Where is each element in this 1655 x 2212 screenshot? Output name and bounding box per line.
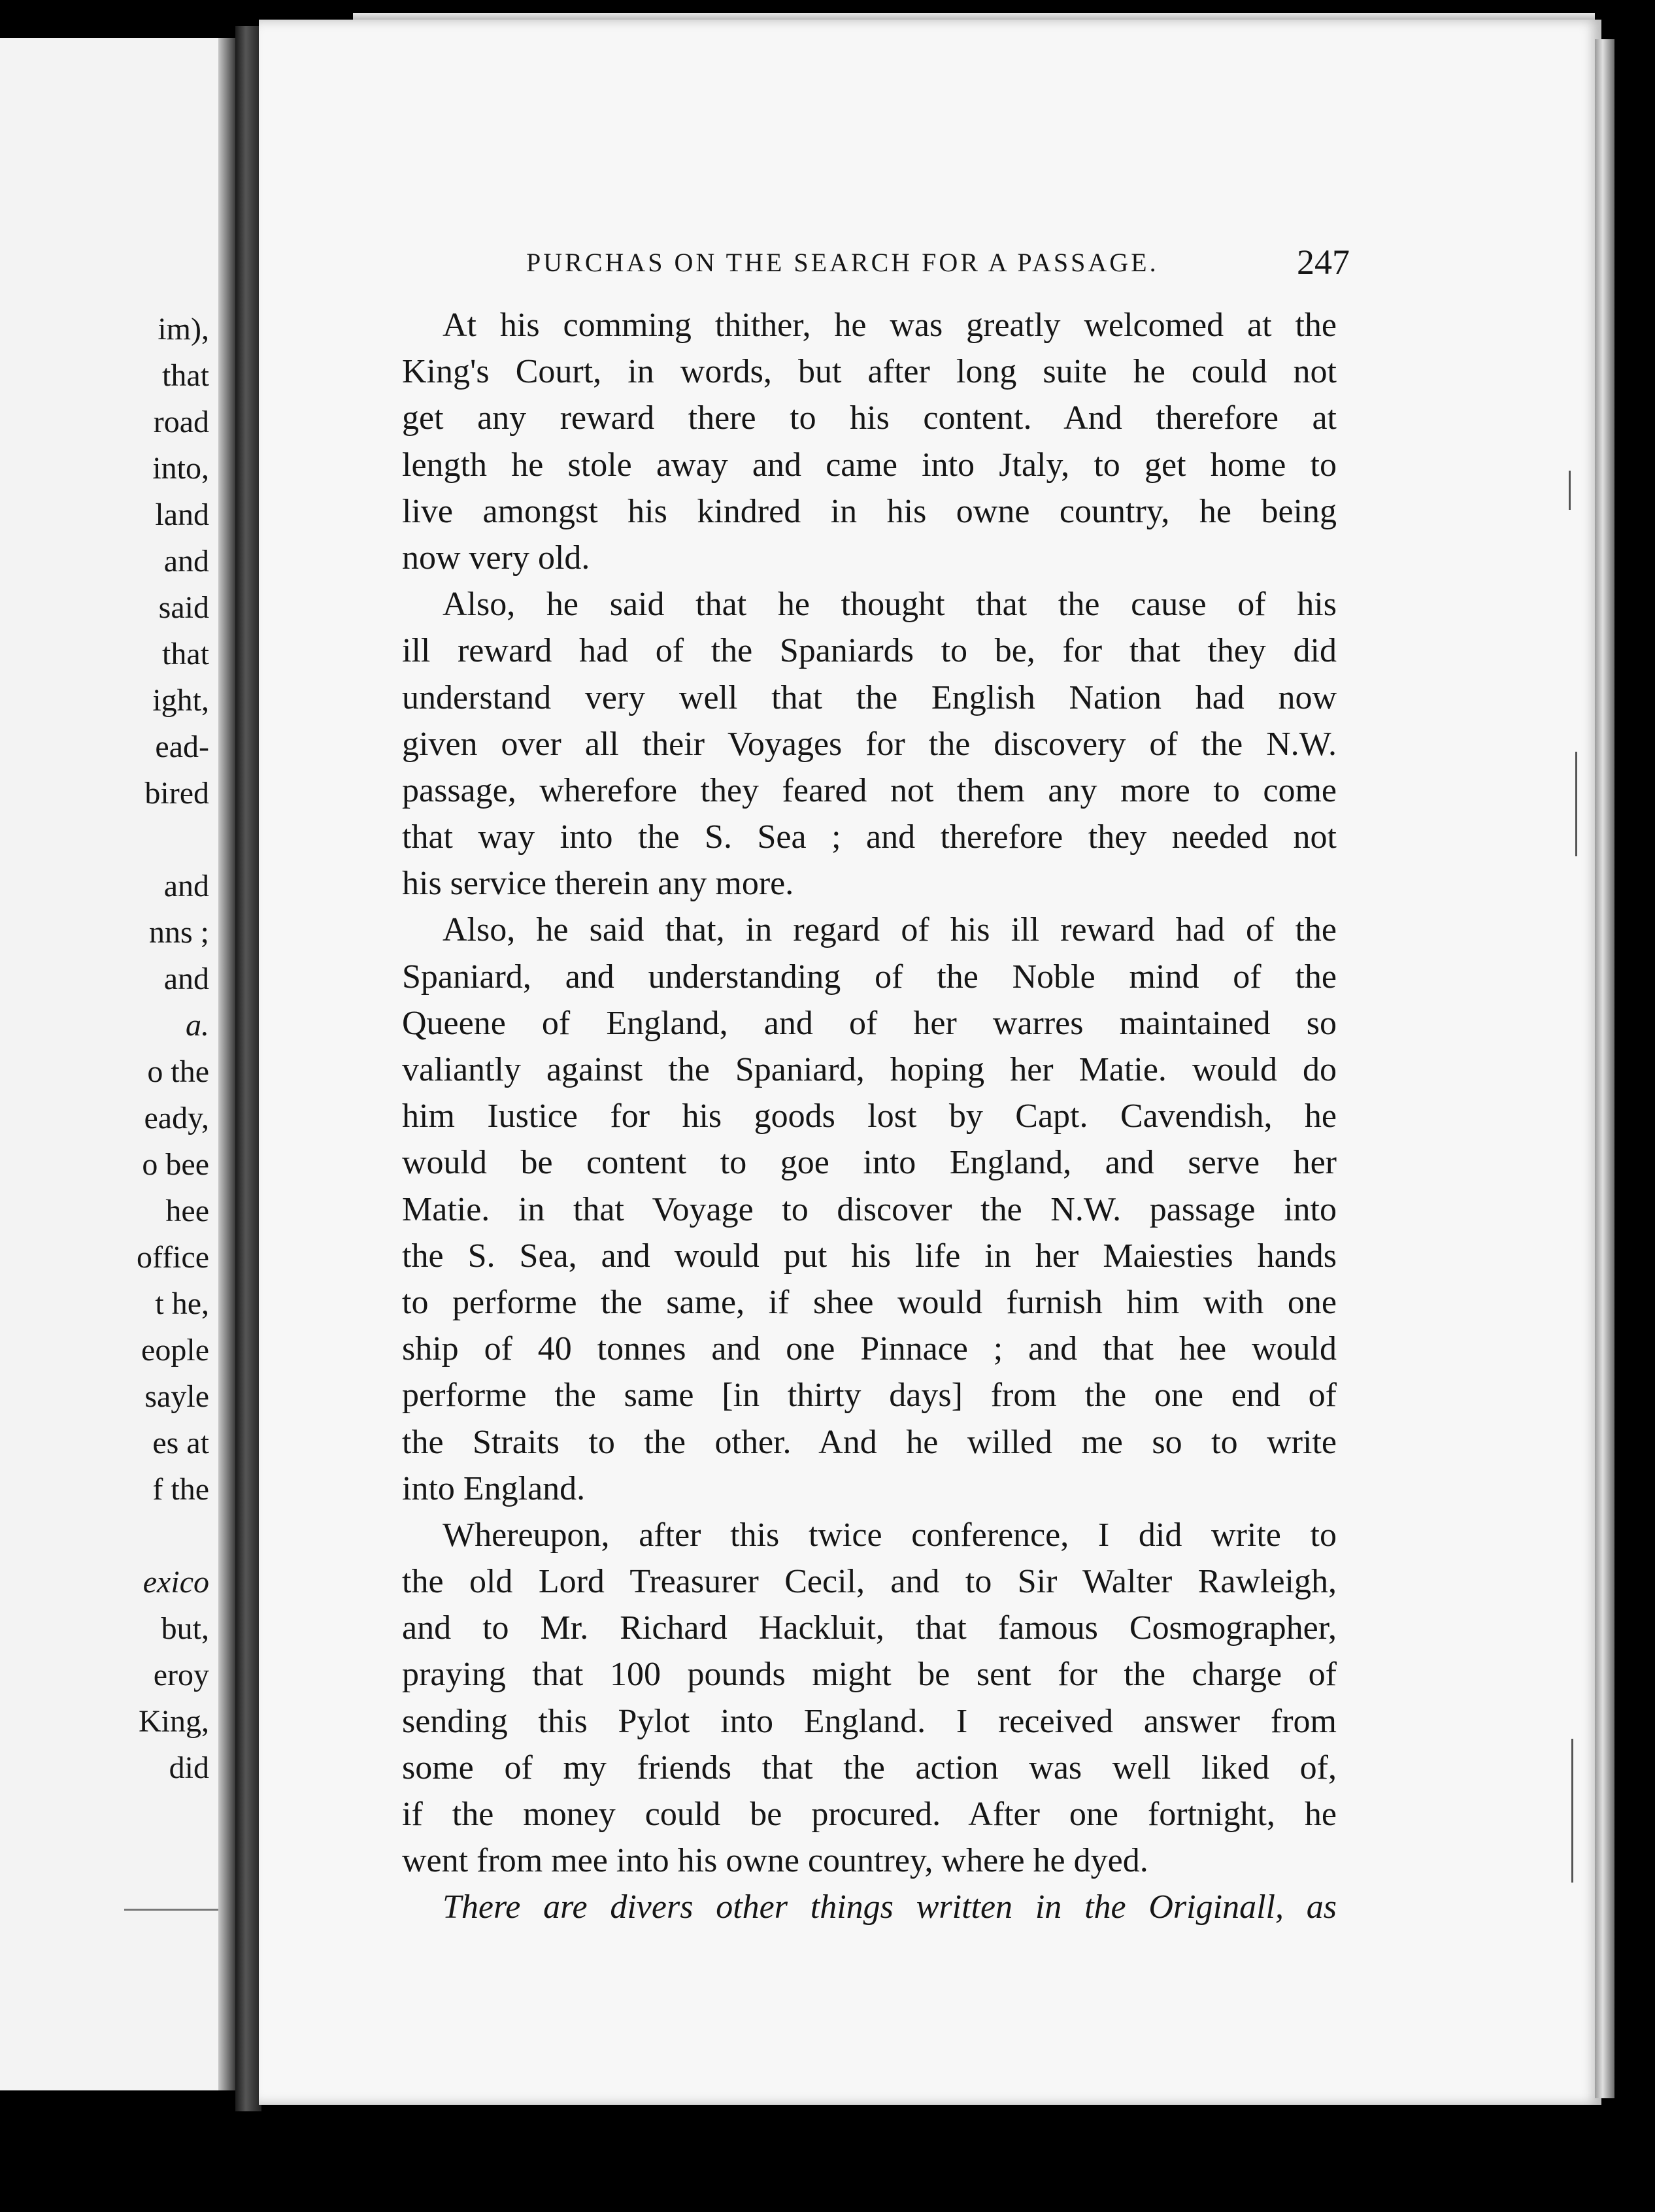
text-line: now very old. xyxy=(402,539,590,577)
left-line: eady, xyxy=(144,1101,209,1135)
margin-mark xyxy=(1569,471,1571,510)
left-line: ight, xyxy=(152,683,209,718)
text-line: Queene of England, and of her warres maintained so xyxy=(402,1004,1337,1042)
text-line: the S. Sea, and would put his life in her Maiesties hands xyxy=(402,1237,1337,1275)
text-line: the Straits to the other. And he willed me so to write xyxy=(402,1423,1337,1461)
text-line: Spaniard, and understanding of the Noble mind of the xyxy=(402,958,1337,996)
text-line: if the money could be procured. After one fortnight, he xyxy=(402,1796,1337,1833)
text-line: and to Mr. Richard Hackluit, that famous Cosmographer, xyxy=(402,1609,1337,1647)
footnote-rule xyxy=(124,1909,222,1911)
text-line: sending this Pylot into England. I received answer from xyxy=(402,1702,1337,1740)
left-line: King, xyxy=(139,1704,209,1739)
text-line: into England. xyxy=(402,1469,586,1507)
left-line: did xyxy=(169,1751,209,1785)
gutter-shadow xyxy=(218,38,235,2090)
text-line: given over all their Voyages for the discovery of the N.W. xyxy=(402,725,1337,763)
text-line: length he stole away and came into Jtaly, to get home to xyxy=(402,446,1337,484)
left-line: exico xyxy=(142,1565,209,1600)
text-line: would be content to goe into England, and serve her xyxy=(402,1144,1337,1182)
text-line: the old Lord Treasurer Cecil, and to Sir Walter Rawleigh, xyxy=(402,1563,1337,1601)
left-line: eople xyxy=(141,1333,209,1367)
left-line: im), xyxy=(158,312,209,346)
left-line: and xyxy=(163,962,209,996)
text-line: Whereupon, after this twice conference, I did write to xyxy=(443,1516,1337,1554)
text-line: live amongst his kindred in his owne country, he being xyxy=(402,492,1337,530)
text-line: some of my friends that the action was well liked of, xyxy=(402,1749,1337,1786)
left-line: that xyxy=(162,637,209,671)
left-line: said xyxy=(158,590,209,625)
running-head: PURCHAS ON THE SEARCH FOR A PASSAGE. xyxy=(526,248,1159,277)
left-line: and xyxy=(163,544,209,578)
text-line: understand very well that the English Nation had now xyxy=(402,679,1337,716)
left-line xyxy=(0,816,209,863)
page-number: 247 xyxy=(1297,243,1350,282)
left-line: ead- xyxy=(155,729,209,764)
text-line: valiantly against the Spaniard, hoping her Matie. would do xyxy=(402,1051,1337,1088)
left-line: into, xyxy=(152,451,209,486)
text-line: Also, he said that he thought that the cause of his xyxy=(443,586,1337,624)
left-line: office xyxy=(136,1240,209,1275)
left-line: and xyxy=(163,869,209,903)
left-line: hee xyxy=(165,1194,209,1228)
text-line: There are divers other things written in the Originall, as xyxy=(443,1888,1337,1926)
left-line: sayle xyxy=(144,1379,209,1414)
page-header xyxy=(526,242,1350,294)
text-line: King's Court, in words, but after long suite he could not xyxy=(402,353,1337,391)
left-line: a. xyxy=(186,1008,209,1043)
text-line: performe the same [in thirty days] from the one end of xyxy=(402,1377,1337,1415)
left-line: o the xyxy=(147,1054,209,1089)
text-line: ill reward had of the Spaniards to be, for that they did xyxy=(402,632,1337,670)
text-line: Matie. in that Voyage to discover the N.W. passage into xyxy=(402,1190,1337,1228)
margin-mark xyxy=(1575,752,1577,856)
left-line: but, xyxy=(161,1611,209,1646)
left-line: nns ; xyxy=(148,915,209,950)
text-line: get any reward there to his content. And therefore at xyxy=(402,399,1337,437)
text-line: At his comming thither, he was greatly welcomed at the xyxy=(443,307,1337,344)
left-page-text xyxy=(0,306,209,1791)
text-line: Also, he said that, in regard of his ill reward had of the xyxy=(443,911,1337,949)
page-stack-edge xyxy=(1595,39,1614,2098)
left-line: road xyxy=(153,405,209,439)
left-line: es at xyxy=(152,1426,209,1460)
text-line: his service therein any more. xyxy=(402,865,794,903)
left-page xyxy=(0,38,235,2090)
left-line: bired xyxy=(144,776,209,811)
text-line: passage, wherefore they feared not them any more to come xyxy=(402,771,1337,809)
book-spine xyxy=(235,26,261,2111)
left-line: t he, xyxy=(155,1286,209,1321)
body-text xyxy=(402,302,1337,1931)
text-line: praying that 100 pounds might be sent for the charge of xyxy=(402,1656,1337,1694)
left-line: that xyxy=(162,358,209,393)
text-line: went from mee into his owne countrey, where he dyed. xyxy=(402,1842,1148,1880)
text-line: to performe the same, if shee would furnish him with one xyxy=(402,1283,1337,1321)
left-line: f the xyxy=(152,1472,209,1507)
text-line: him Iustice for his goods lost by Capt. Cavendish, he xyxy=(402,1098,1337,1135)
margin-mark xyxy=(1571,1739,1573,1883)
left-line: o bee xyxy=(142,1147,209,1182)
left-line: land xyxy=(155,497,209,532)
text-line: that way into the S. Sea ; and therefore they needed not xyxy=(402,818,1337,856)
left-line: eroy xyxy=(153,1658,209,1692)
left-line xyxy=(0,1513,209,1559)
text-line: ship of 40 tonnes and one Pinnace ; and that hee would xyxy=(402,1330,1337,1368)
